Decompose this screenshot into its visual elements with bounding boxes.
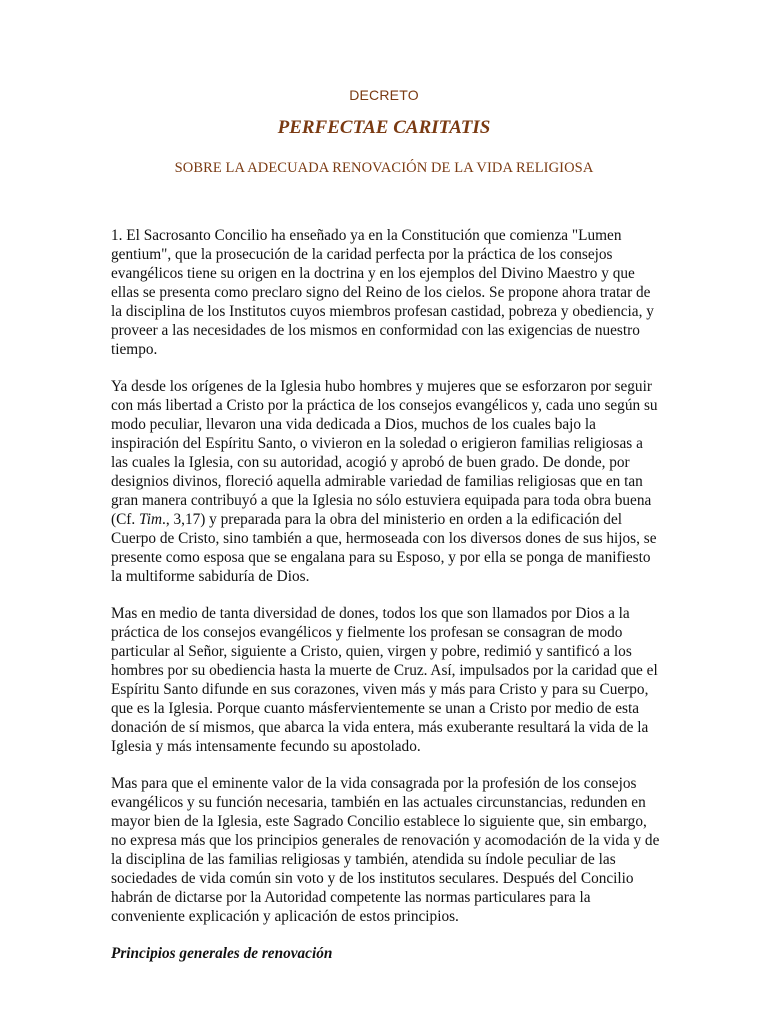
citation-italic: Tim [139,511,163,528]
paragraph-3: Mas en medio de tanta diversidad de dones, todos los que son llamados por Dios a la práctica de los consejos evangélicos y fielmente los profesan se consagran de modo particular al Señor, siguiente a Cristo, quien, virgen y pobre, redimió y santificó a los hombres por su obediencia hasta la muerte de Cruz. Así, impulsados por la caridad que el Espíritu Santo difunde en sus corazones, viven más y más para Cristo y para su Cuerpo, que es la Iglesia. Porque cuanto másfervientemente se unan a Cristo por medio de esta donación de sí mismos, que abarca la vida entera, más exuberante resultará la vida de la Iglesia y más intensamente fecundo su apostolado. [111,605,658,755]
paragraph-2-text-before: Ya desde los orígenes de la Iglesia hubo hombres y mujeres que se esforzaron por seguir con más libertad a Cristo por la práctica de los consejos evangélicos y, cada uno según su modo peculiar, llevaron una vida dedicada a Dios, muchos de los cuales bajo la inspiración del Espíritu Santo, o vivieron en la soledad o erigieron familias religiosas a las cuales la Iglesia, con su autoridad, acogió y aprobó de buen grado. De donde, por designios divinos, floreció aquella admirable variedad de familias religiosas que en tan gran manera contribuyó a que la Iglesia no sólo estuviera equipada para toda obra buena (Cf. [111,378,658,528]
document-body [111,226,663,981]
document-subtitle: SOBRE LA ADECUADA RENOVACIÓN DE LA VIDA RELIGIOSA [174,160,594,176]
paragraph-1: 1. El Sacrosanto Concilio ha enseñado ya en la Constitución que comienza "Lumen gentium", que la prosecución de la caridad perfecta por la práctica de los consejos evangélicos tiene su origen en la doctrina y en los ejemplos del Divino Maestro y que ellas se presenta como preclaro signo del Reino de los cielos. Se propone ahora tratar de la disciplina de los Institutos cuyos miembros profesan castidad, pobreza y obediencia, y proveer a las necesidades de los mismos en conformidad con las exigencias de nuestro tiempo. [111,227,654,358]
paragraph-4: Mas para que el eminente valor de la vida consagrada por la profesión de los consejos evangélicos y su función necesaria, también en las actuales circunstancias, redunden en mayor bien de la Iglesia, este Sagrado Concilio establece lo siguiente que, sin embargo, no expresa más que los principios generales de renovación y acomodación de la vida y de la disciplina de las familias religiosas y también, atendida su índole peculiar de las sociedades de vida común sin voto y de los institutos seculares. Después del Concilio habrán de dictarse por la Autoridad competente las normas particulares para la conveniente explicación y aplicación de estos principios. [111,775,660,925]
document-label: DECRETO [349,87,419,103]
paragraph-2 [111,377,663,586]
document-title: PERFECTAE CARITATIS [277,117,491,138]
paragraph-2-text-after: ., 3,17) y preparada para la obra del ministerio en orden a la edificación del Cuerpo de Cristo, sino también a que, hermoseada con los diversos dones de sus hijos, se presente como esposa que se engalana para su Esposo, y por ella se ponga de manifiesto la multiforme sabiduría de Dios. [111,511,657,585]
section-heading: Principios generales de renovación [111,945,333,962]
